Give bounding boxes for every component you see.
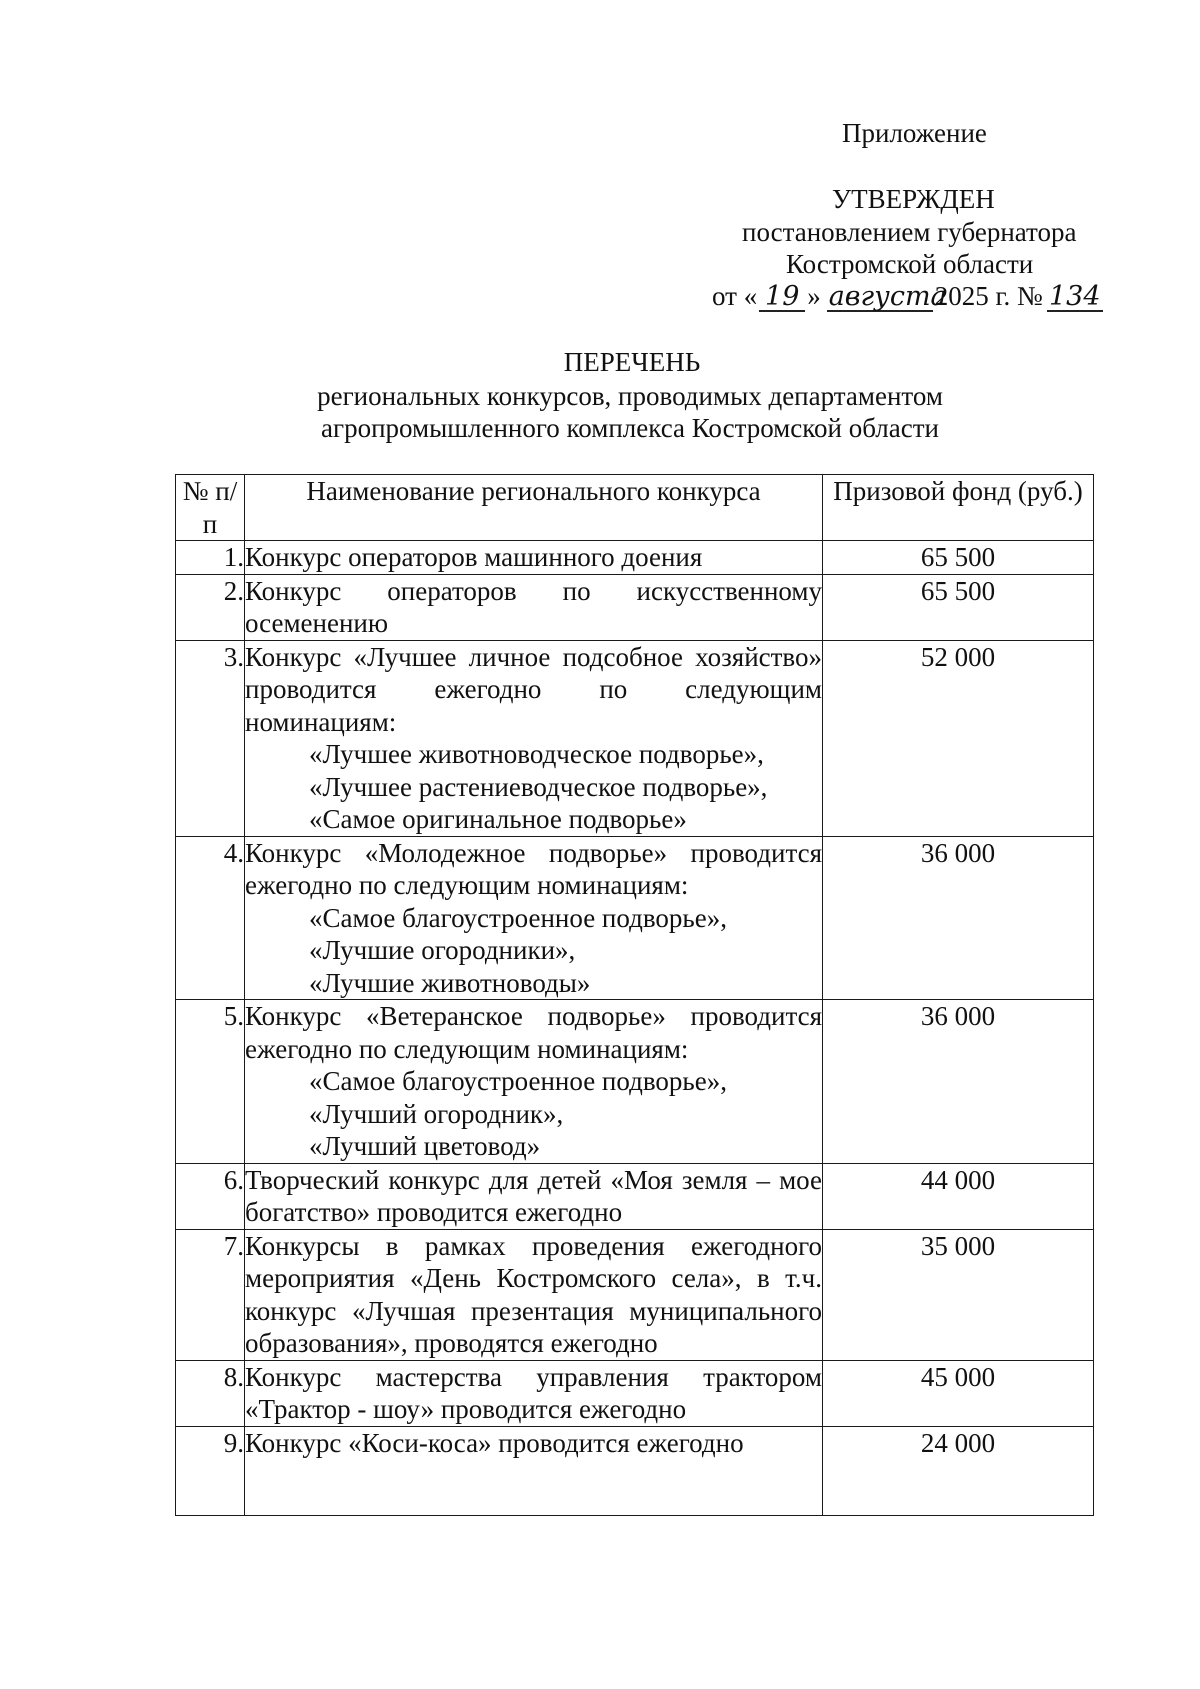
date-year-number-label: 2025 г. № xyxy=(934,281,1043,311)
row-number: 9. xyxy=(176,1426,245,1515)
row-number: 2. xyxy=(176,574,245,640)
nomination-item: «Лучшее растениеводческое подворье», xyxy=(309,771,768,802)
nomination-item: «Лучшие животноводы» xyxy=(309,967,591,998)
competition-name: Конкурс мастерства управления трактором «Трактор - шоу» проводится ежегодно xyxy=(245,1361,822,1424)
competition-name-cell xyxy=(245,1163,823,1229)
competition-name-cell xyxy=(245,640,823,836)
competition-name: Конкурс «Лучшее личное подсобное хозяйство» проводится ежегодно по следующим номинациям: xyxy=(245,641,822,737)
table-row xyxy=(176,1229,1094,1360)
approved-stamp-title: УТВЕРЖДЕН xyxy=(832,184,995,214)
prize-fund-value: 65 500 xyxy=(823,574,1094,640)
date-prefix: от « xyxy=(712,281,758,311)
table-row xyxy=(176,1163,1094,1229)
prize-fund-value: 36 000 xyxy=(823,1000,1094,1164)
competition-name-cell xyxy=(245,1229,823,1360)
table-row xyxy=(176,640,1094,836)
header-number: № п/п xyxy=(176,475,245,541)
prize-fund-value: 35 000 xyxy=(823,1229,1094,1360)
approval-date-line xyxy=(712,280,1103,312)
list-title: ПЕРЕЧЕНЬ xyxy=(563,347,701,377)
competition-name-cell xyxy=(245,574,823,640)
nomination-item: «Лучшие огородники», xyxy=(309,935,576,965)
competition-name: Конкурс «Молодежное подворье» проводится ежегодно по следующим номинациям: xyxy=(245,837,822,900)
competition-name: Конкурс «Ветеранское подворье» проводится ежегодно по следующим номинациям: xyxy=(245,1001,822,1064)
prize-fund-value: 65 500 xyxy=(823,541,1094,575)
appendix-label: Приложение xyxy=(842,118,987,148)
competition-name: Конкурсы в рамках проведения ежегодного мероприятия «День Костромского села», в т.ч. конкурс «Лучшая презентация муниципального образования», проводятся ежегодно xyxy=(245,1230,822,1358)
list-subtitle-line-1: региональных конкурсов, проводимых департаментом xyxy=(317,381,943,411)
approved-region-text: Костромской области xyxy=(786,249,1034,279)
prize-fund-value: 24 000 xyxy=(823,1426,1094,1515)
nomination-item: «Самое благоустроенное подворье», xyxy=(309,902,727,933)
competition-name-cell xyxy=(245,541,823,575)
competition-name-cell xyxy=(245,1360,823,1426)
nomination-item: «Лучший цветовод» xyxy=(309,1131,541,1161)
competition-name-cell xyxy=(245,1426,823,1515)
header-competition-name: Наименование регионального конкурса xyxy=(245,475,823,541)
date-middle: » xyxy=(807,281,821,311)
nomination-item: «Лучшее животноводческое подворье», xyxy=(309,739,764,769)
table-row xyxy=(176,541,1094,575)
table-row xyxy=(176,574,1094,640)
row-number: 1. xyxy=(176,541,245,575)
competitions-table xyxy=(175,474,1094,1516)
competition-name: Конкурс «Коси-коса» проводится ежегодно xyxy=(245,1427,744,1458)
table-body xyxy=(176,541,1094,1516)
nomination-item: «Самое благоустроенное подворье», xyxy=(309,1066,727,1096)
row-number: 6. xyxy=(176,1163,245,1229)
handwritten-decree-number: 134 xyxy=(1047,284,1103,312)
table-row xyxy=(176,1000,1094,1164)
competition-name: Конкурс операторов по искусственному осеменению xyxy=(245,575,822,638)
table-row xyxy=(176,1360,1094,1426)
list-subtitle-line-2: агропромышленного комплекса Костромской области xyxy=(321,413,939,443)
row-number: 8. xyxy=(176,1360,245,1426)
nomination-item: «Самое оригинальное подворье» xyxy=(309,804,687,834)
row-number: 3. xyxy=(176,640,245,836)
competition-name: Конкурс операторов машинного доения xyxy=(245,542,703,572)
row-number: 7. xyxy=(176,1229,245,1360)
prize-fund-value: 52 000 xyxy=(823,640,1094,836)
prize-fund-value: 45 000 xyxy=(823,1360,1094,1426)
row-number: 5. xyxy=(176,1000,245,1164)
handwritten-month: августа xyxy=(828,281,947,312)
competition-name-cell xyxy=(245,836,823,1000)
handwritten-day: 19 xyxy=(759,284,805,312)
prize-fund-value: 44 000 xyxy=(823,1163,1094,1229)
row-number: 4. xyxy=(176,836,245,1000)
competition-name-cell xyxy=(245,1000,823,1164)
table-row xyxy=(176,836,1094,1000)
table-row xyxy=(176,1426,1094,1515)
prize-fund-value: 36 000 xyxy=(823,836,1094,1000)
nomination-item: «Лучший огородник», xyxy=(309,1098,564,1129)
approved-by-text: постановлением губернатора xyxy=(742,217,1077,247)
competition-name: Творческий конкурс для детей «Моя земля – мое богатство» проводится ежегодно xyxy=(245,1164,822,1227)
table-header-row xyxy=(176,475,1094,541)
header-prize-fund: Призовой фонд (руб.) xyxy=(823,475,1094,541)
